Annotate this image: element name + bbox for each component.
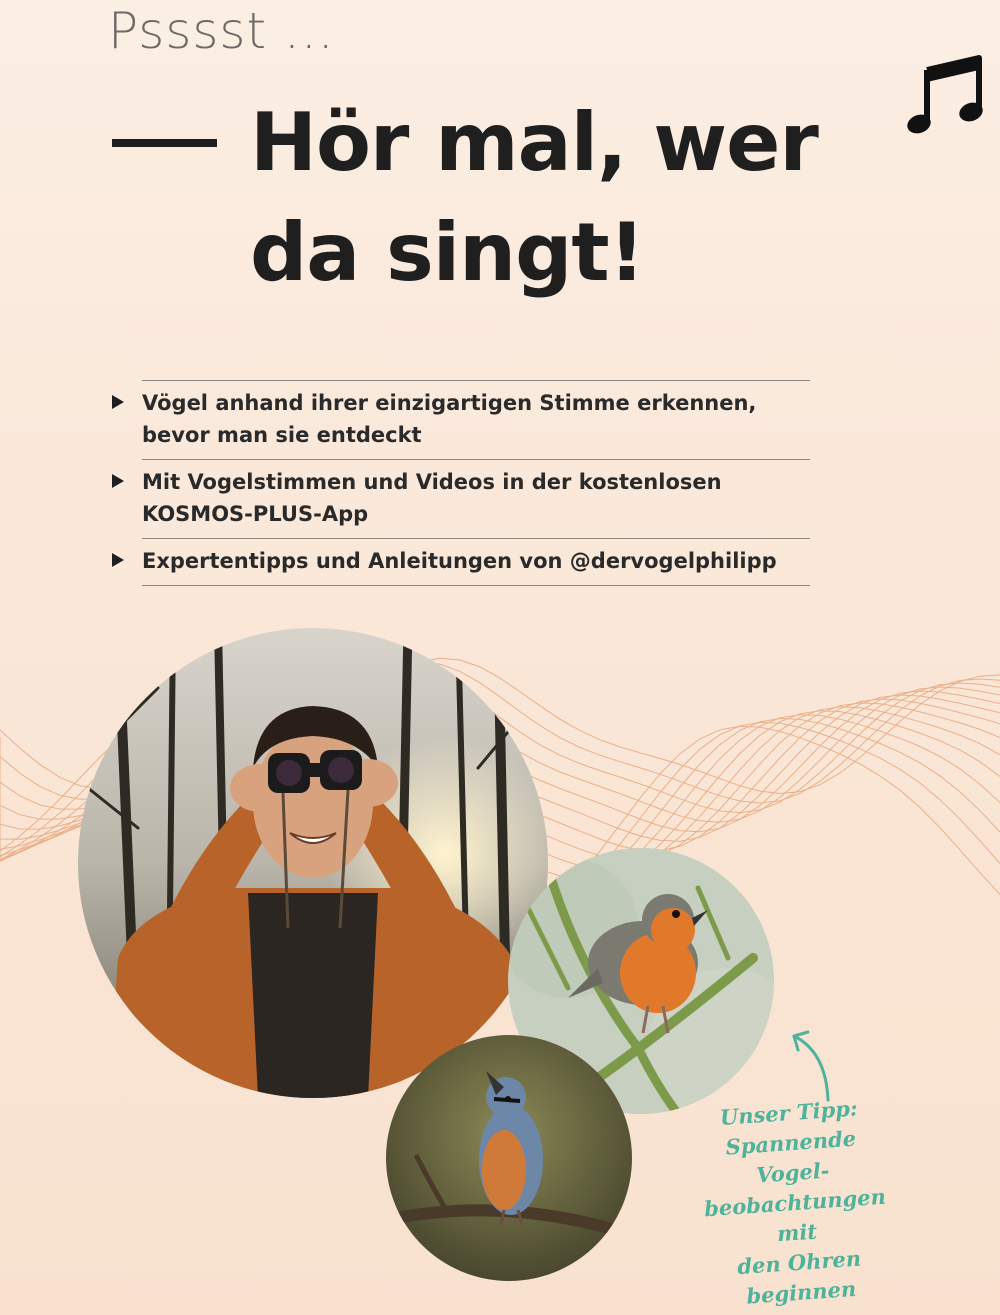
feature-item xyxy=(142,380,810,459)
music-notes-icon xyxy=(905,52,985,136)
curved-arrow-icon xyxy=(780,1022,850,1104)
triangle-bullet-icon xyxy=(112,395,124,409)
feature-text: Mit Vogelstimmen und Videos in der kostenlosen KOSMOS-PLUS-App xyxy=(142,470,722,526)
triangle-bullet-icon xyxy=(112,474,124,488)
nuthatch-photo xyxy=(386,1035,632,1281)
headline xyxy=(250,88,910,308)
headline-text: Hör mal, wer da singt! xyxy=(250,96,818,299)
feature-item xyxy=(142,459,810,538)
tip-note: Unser Tipp: Spannende Vogel- beobachtungen mit den Ohren beginnen xyxy=(703,1095,887,1309)
feature-text: Expertentipps und Anleitungen von @dervogelphilipp xyxy=(142,549,777,573)
kicker-text: Psssst ... xyxy=(108,2,335,60)
feature-text: Vögel anhand ihrer einzigartigen Stimme erkennen, bevor man sie entdeckt xyxy=(142,391,757,447)
birdwatcher-photo xyxy=(78,628,548,1098)
feature-list xyxy=(110,380,810,586)
headline-dash xyxy=(112,139,217,147)
